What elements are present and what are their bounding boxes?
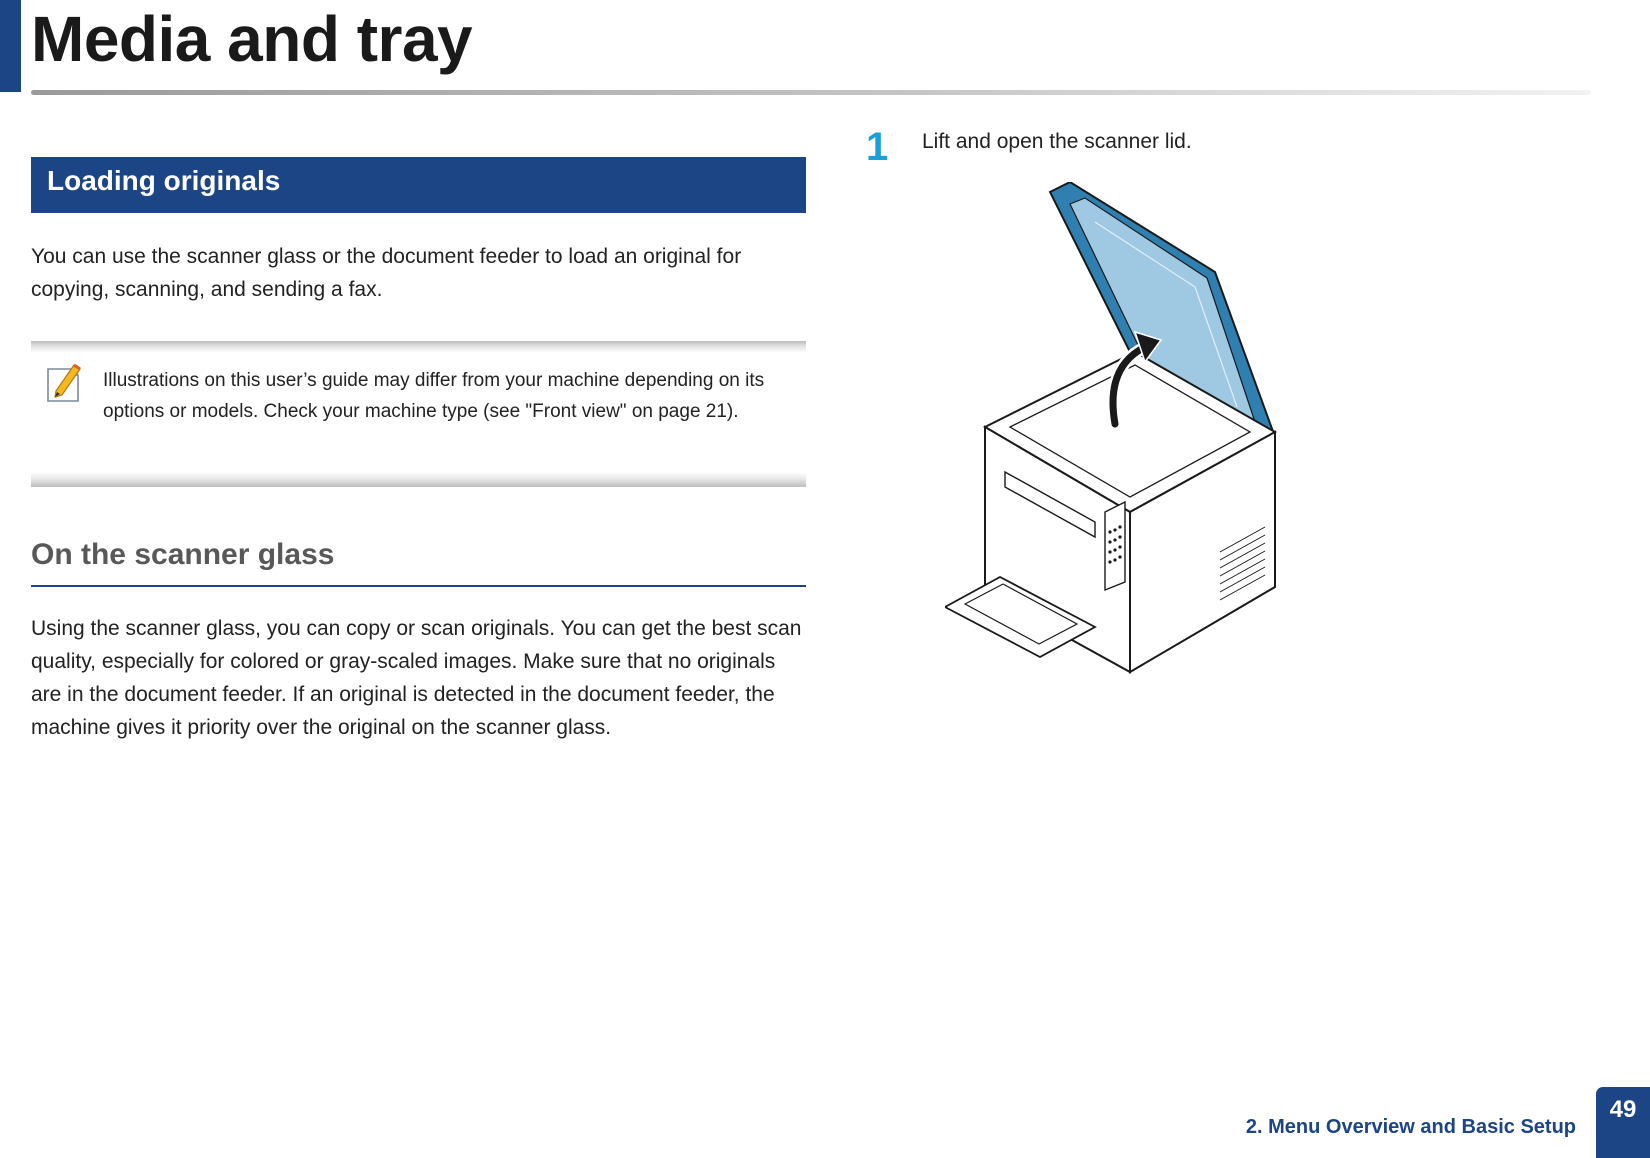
page-number: 49: [1609, 1096, 1637, 1123]
intro-paragraph: You can use the scanner glass or the document feeder to load an original for copying, scanning, and sending a fax.: [31, 245, 742, 301]
note-pencil-icon: [44, 361, 84, 405]
note-bottom-border: [31, 472, 806, 487]
note-box: [31, 341, 806, 487]
section-header-bar: [31, 157, 806, 213]
subsection-title: On the scanner glass: [31, 538, 335, 571]
printer-lid-open-illustration: [945, 182, 1295, 677]
note-text: Illustrations on this user’s guide may differ from your machine depending on its options or models. Check your machine type (see "Front view" on page 21).: [103, 370, 765, 422]
section-title: Loading originals: [47, 165, 281, 196]
step-text: Lift and open the scanner lid.: [922, 130, 1192, 153]
note-top-border: [31, 341, 806, 353]
header-accent-bar: [0, 0, 21, 92]
footer-chapter-label: 2. Menu Overview and Basic Setup: [1245, 1116, 1576, 1138]
step-number: 1: [866, 125, 889, 169]
subsection-body: Using the scanner glass, you can copy or scan originals. You can get the best scan quality, especially for colored or gray-scaled images. Make sure that no originals are in the document feeder. If an original is detected in the document feeder, the machine gives it priority over the original on the scanner glass.: [31, 617, 802, 739]
subsection-divider: [31, 585, 806, 587]
page-number-badge: [1596, 1087, 1650, 1158]
chapter-title: Media and tray: [31, 3, 473, 75]
title-divider: [31, 90, 1591, 95]
